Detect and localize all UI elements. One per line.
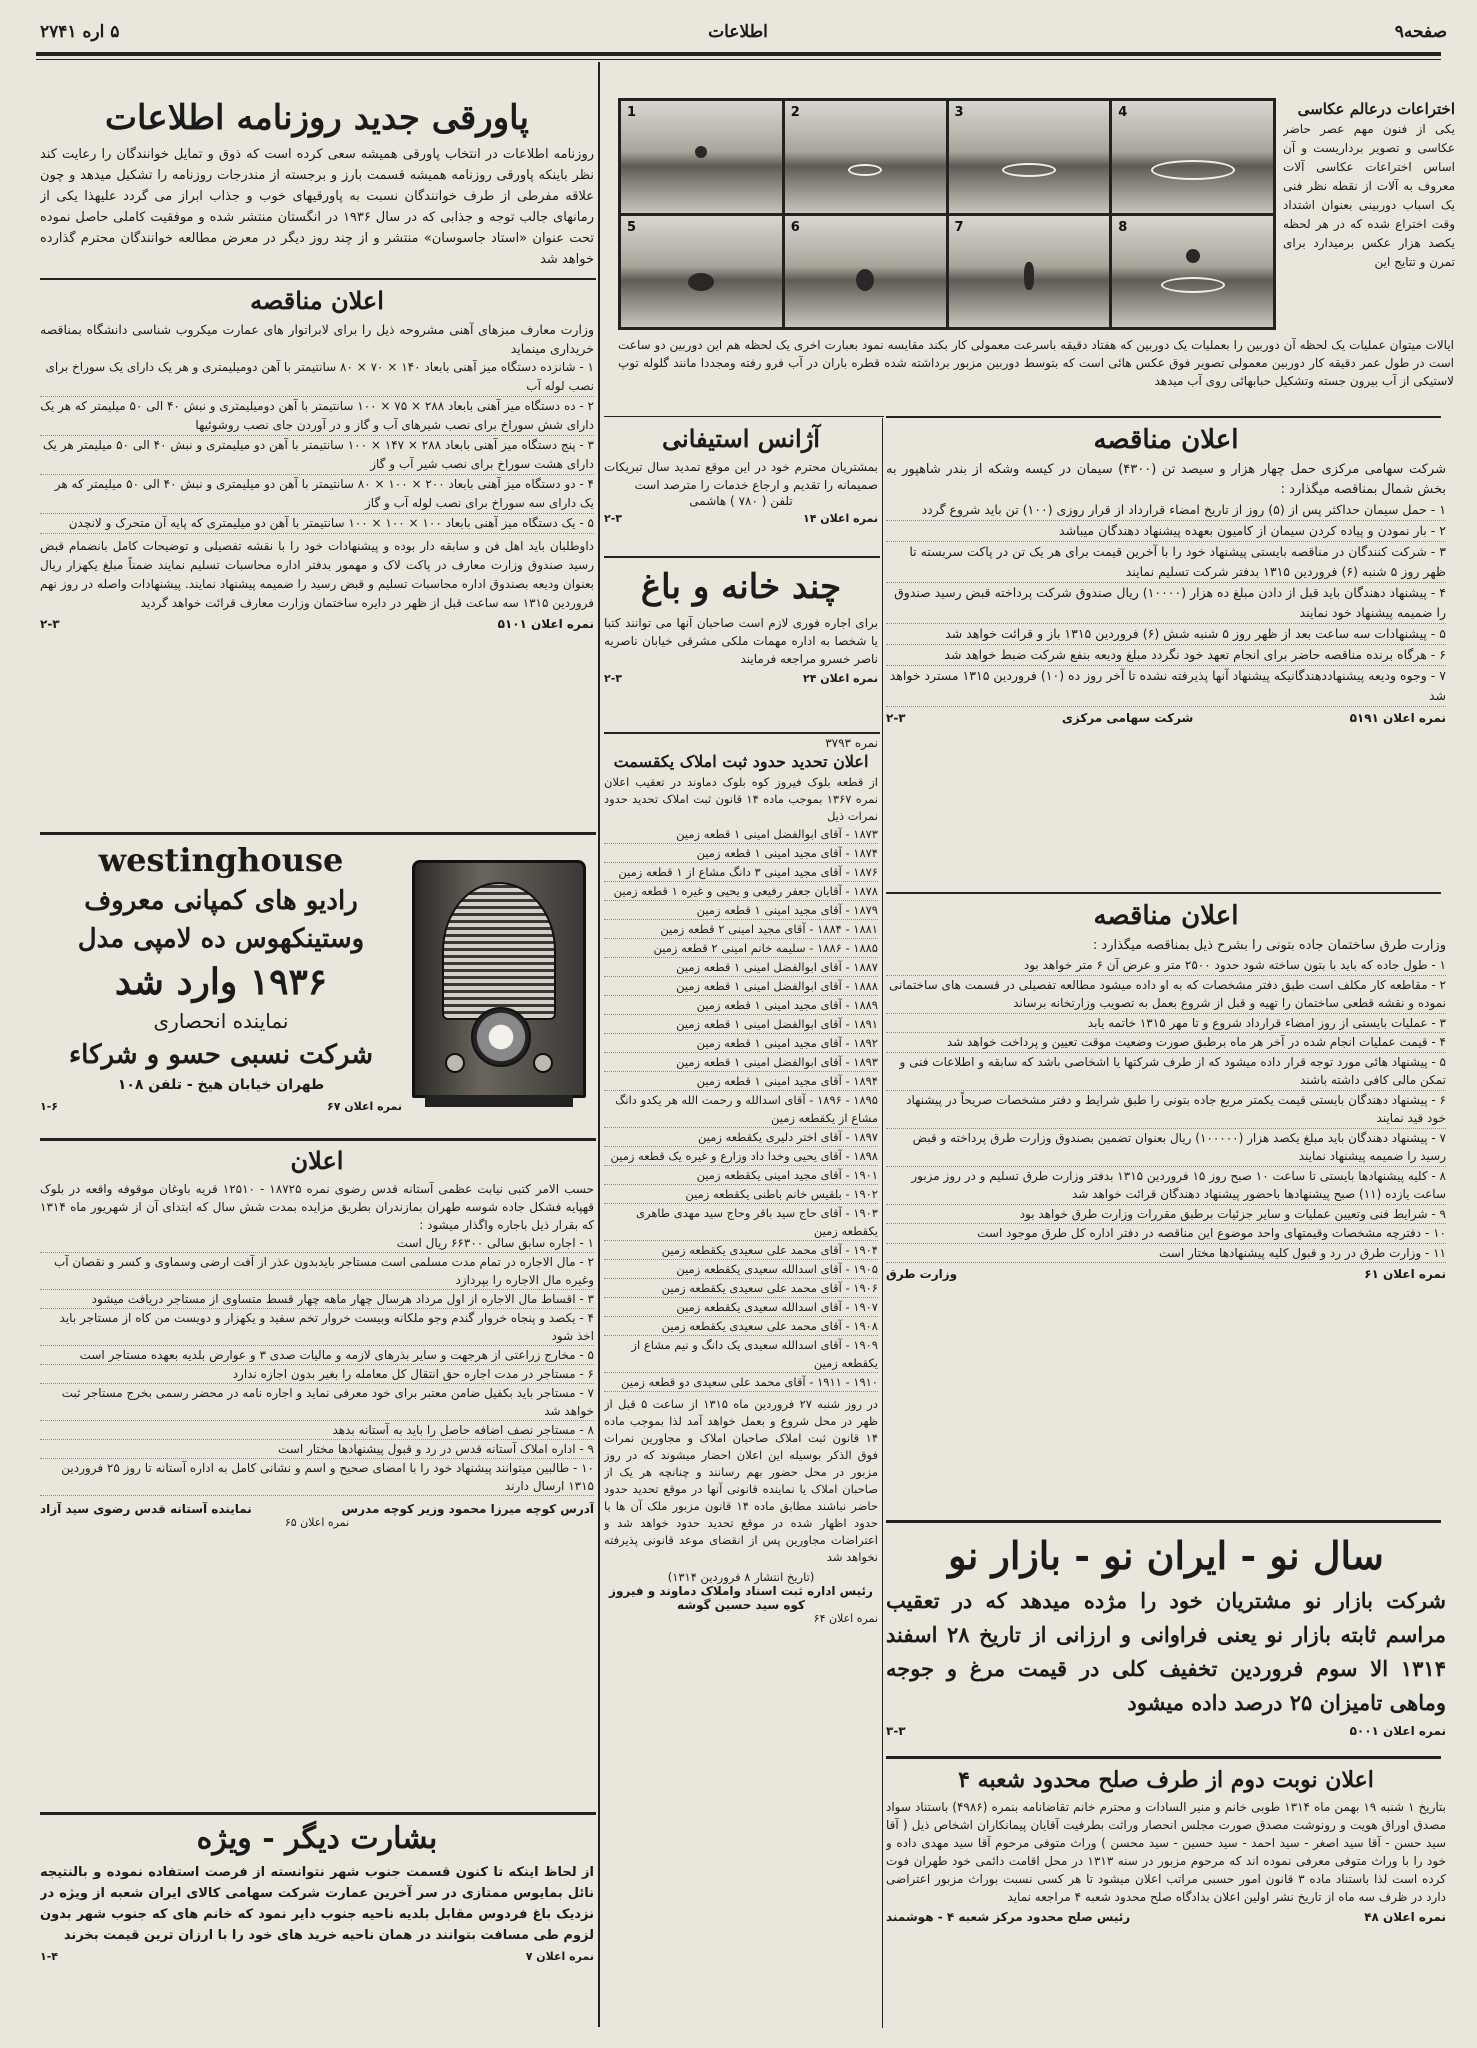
list-item: ۱۹۰۵ - آقای اسدالله سعیدی یکقطعه زمین	[604, 1260, 878, 1279]
list-item: ۲ - مال الاجاره در تمام مدت مسلمی است مستاجر بایدبدون عذر از آفت ارضی وسماوی و کسر و نقصان آب وغیره مال الاجاره را بپردازد	[40, 1253, 594, 1290]
bazar-no-body: شرکت بازار نو مشتریان خود را مژده میدهد که در تعقیب مراسم ثابته بازار نو یعنی فراوانی و ارزانی از تاریخ ۲۸ اسفند ۱۳۱۴ الا سوم فروردین تخفیف کلی در قیمت مرغ و جوجه وماهی تامیزان ۲۵ درصد داده میشود	[886, 1588, 1446, 1715]
list-item: ۱۸۹۸ - آقای یحیی وخدا داد وزارع و غیره یک قطعه زمین	[604, 1147, 878, 1166]
serial-story-title: پاورقی جدید روزنامه اطلاعات	[105, 98, 529, 138]
photo-frame-7: 7	[949, 216, 1110, 328]
list-item: ۱۹۰۱ - آقای مجید امینی یکقطعه زمین	[604, 1166, 878, 1185]
court-notice-title: اعلان نوبت دوم از طرف صلح محدود شعبه ۴	[958, 1767, 1374, 1793]
list-item: ۱۹۰۴ - آقای محمد علی سعیدی یکقطعه زمین	[604, 1241, 878, 1260]
list-item: ۷ - مستاجر باید بکفیل ضامن معتبر برای خود معرفی نماید و اجاره نامه در محضر رسمی بخرج مستاجر ثبت خواهد شد	[40, 1384, 594, 1421]
houses-gardens-title: چند خانه و باغ	[640, 567, 842, 607]
list-item: ۱۹۱۰ - ۱۹۱۱ - آقای محمد علی سعیدی دو قطعه زمین	[604, 1373, 878, 1392]
besharat-footer: نمره اعلان ۷ ۱-۴	[40, 1950, 594, 1963]
land-registry-date: (تاریخ انتشار ۸ فروردین ۱۳۱۴)	[667, 1570, 815, 1584]
tender-notice-tables	[40, 282, 594, 830]
page-number: صفحه۹	[1394, 22, 1447, 42]
photo-article-sidebar	[1283, 98, 1455, 334]
photo-frame-3: 3	[949, 101, 1110, 213]
bazar-no-ad	[886, 1528, 1446, 1756]
list-item: ۱۸۸۷ - آقای ابوالفضل امینی ۱ قطعه زمین	[604, 958, 878, 977]
photo-caption: ایالات میتوان عملیات یک لحظه آن دوربین را بعملیات یک دوربین که هفتاد دقیقه باسرعت معمولی کار بکند مقایسه نمود بعبارت اخری یک لحظه هم این دوربین دو ساعت است در طول عمر دقیقه کار دوربین معمولی تصویر فوق عکس هائی است که بتوسط دوربین مزبور برداشته شده قطره باران در آب فرو رفته ومجددا مانند گلوله توپ لاستیکی از آب بیرون جسته وتشکیل حبابهائی روی آب میدهد	[618, 338, 1454, 388]
list-item: ۷ - وجوه ودیعه پیشنهاددهندگانیکه پیشنهاد آنها پذیرفته نشده تا آخر روز ده (۱۰) فروردین ۱۳۱۵ مسترد خواهد شد	[886, 666, 1446, 707]
list-item: ۱۸۸۱ - ۱۸۸۴ - آقای مجید امینی ۲ قطعه زمین	[604, 920, 878, 939]
ad-line-1: رادیو های کمپانی معروف	[84, 886, 358, 916]
lease-notice	[40, 1142, 594, 1810]
land-registry-footer: نمره اعلان ۶۴	[813, 1612, 878, 1625]
photo-frame-5: 5	[621, 216, 782, 328]
besharat-ad	[40, 1816, 594, 2026]
list-item: ۱۸۷۹ - آقای مجید امینی ۱ قطعه زمین	[604, 901, 878, 920]
land-registry-body: در روز شنبه ۲۷ فروردین ماه ۱۳۱۵ از ساعت ۵ قبل از ظهر در محل شروع و بعمل خواهد آمد لذا بموجب ماده ۱۴ قانون ثبت املاک صاحبان املاک و مجاورین نمرات فوق الذکر بوسیله این اعلان احضار میشوند که در روز مزبور در محل حضور بهم رسانند و چنانچه هر یک از صاحبان املاک یا نماینده قانونی آنها در موقع تحدید حدود حاضر نباشند مطابق ماده ۱۴ قانون مزبور ملک آن ها با حدود اظهار شده در موقع تحدید حدود خواهد شد و اعتراضات مجاورین پس از انقضای موعد قانونی پذیرفته نخواهد شد	[604, 1397, 878, 1564]
bazar-no-footer: نمره اعلان ۵۰۰۱ ۳-۳	[886, 1724, 1446, 1738]
houses-gardens-body: برای اجاره فوری لازم است صاحبان آنها می توانند کتبا یا شخصا به اداره مهمات ملکی مشرقی خیابان ناصریه ناصر خسرو مراجعه فرمایند	[604, 616, 878, 666]
list-item: ۹ - اداره املاک آستانه قدس در رد و قبول پیشنهادها مختار است	[40, 1440, 594, 1459]
radio-cabinet-illustration	[412, 860, 586, 1098]
land-registry-sign: رئیس اداره ثبت اسناد واملاک دماوند و فیروز کوه سید حسین گوشه	[609, 1584, 873, 1612]
list-item: ۲ - ده دستگاه میز آهنی بابعاد ۲۸۸ × ۷۵ × ۱۰۰ سانتیمتر با آهن دومیلیمتری و نبش ۴۰ الی ۵۰ میلیمتر که هر یک دارای شش سوراخ برای نصب شیرهای آب و گاز و در آوردن جای نصب روشوئیها	[40, 397, 594, 436]
list-item: ۶ - پیشنهاد دهندگان بایستی قیمت یکمتر مربع جاده بتونی را طبق شرایط و دفتر مشخصات صریحاً در پیشنهاد خود قید نمایند	[886, 1091, 1446, 1129]
raindrop-photo-sequence	[618, 98, 1276, 330]
lease-notice-title: اعلان	[290, 1146, 344, 1175]
agent-address: طهران خیابان هیخ - تلفن ۱۰۸	[117, 1077, 325, 1093]
list-item: ۱۹۰۳ - آقای حاج سید باقر وحاج سید مهدی طاهری یکقطعه زمین	[604, 1204, 878, 1241]
exclusive-agent: نماینده انحصاری	[153, 1009, 289, 1033]
list-item: ۳ - پنج دستگاه میز آهنی بابعاد ۲۸۸ × ۱۴۷ × ۱۰۰ سانتیمتر با آهن دو میلیمتری و نبش ۴۰ الی ۵۰ میلیمتر هر یک دارای هشت سوراخ برای نصب شیر آب و گاز	[40, 436, 594, 475]
list-item: ۸ - مستاجر نصف اضافه حاصل را باید به آستانه بدهد	[40, 1421, 594, 1440]
tender-road-title: اعلان مناقصه	[1093, 901, 1239, 931]
agence-body: بمشتریان محترم خود در این موقع تمدید سال تبریکات صمیمانه را تقدیم و ارجاع خدمات را مترصد است	[604, 460, 878, 492]
list-item: ۹ - شرایط فنی وتعیین عملیات و سایر جزئیات برطبق مقررات وزارت طرق خواهد بود	[886, 1205, 1446, 1225]
houses-gardens-footer: نمره اعلان ۲۴ ۲-۳	[604, 672, 878, 685]
tender-tables-title: اعلان مناقصه	[250, 286, 384, 315]
agence-phone: تلفن ( ۷۸۰ ) هاشمی	[689, 494, 793, 508]
paper-name: اطلاعات	[708, 22, 768, 42]
list-item: ۱۸۷۶ - آقای مجید امینی ۳ دانگ مشاع از ۱ قطعه زمین	[604, 863, 878, 882]
tender-cement-items	[886, 500, 1446, 707]
model-year: ۱۹۳۶ وارد شد	[114, 961, 328, 1003]
photo-frame-2: 2	[785, 101, 946, 213]
besharat-body: از لحاظ اینکه تا کنون قسمت جنوب شهر نتوانسته از فرصت استفاده نموده و بالنتیجه نائل بمایوس ممتازی در سر آخرین عمارت شرکت سهامی کالای ایران شعبه از ویژه در نزدیک باغ فردوس مقابل بلدیه ناحیه جنوب دایر نمود که خانم های که جنوب شهر بدون لزوم طی مسافت بتوانند در همان ناحیه خرید های خود را با ارزان ترین قیمت بخرند	[40, 1865, 594, 1943]
land-registry-notice	[604, 736, 878, 2026]
list-item: ۷ - پیشنهاد دهندگان باید مبلغ یکصد هزار (۱۰۰۰۰۰) ریال بعنوان تضمین بصندوق وزارت طرق پرداخته و قبض رسید را ضمیمه پیشنهاد نمایند	[886, 1129, 1446, 1167]
list-item: ۱۸۷۳ - آقای ابوالفضل امینی ۱ قطعه زمین	[604, 825, 878, 844]
tender-tables-intro: وزارت معارف مبزهای آهنی مشروحه ذیل را برای لابراتوار های عمارت میکروب شناسی دانشگاه بمناقصه خریداری مینماید	[40, 322, 594, 356]
list-item: ۱۹۰۷ - آقای اسدالله سعیدی یکقطعه زمین	[604, 1298, 878, 1317]
houses-gardens-ad	[604, 560, 878, 728]
list-item: ۱ - حمل سیمان حداکثر پس از (۵) روز از تاریخ امضاء قرارداد از قرار روزی (۱۰۰) تن باید شروع گردد	[886, 500, 1446, 521]
court-notice-body: بتاریخ ۱ شنبه ۱۹ بهمن ماه ۱۳۱۴ طوبی خانم و منیر السادات و محترم خانم تقاضانامه بنمره (۴۹۸۶) باستناد سواد مصدق اوراق هویت و رونوشت مصدق صورت مجلس انحصار وراثت بطرفیت آقایان پیمانکاران اشخاص ذیل ( آقا سید حسن - آقا سید اصغر - سید احمد - سید حسین - سید محسن ) وراث متوفی مرحوم آقا سید مهدی داده و خود را با وراث متوفی معرفی نموده اند که مرحوم مزبور در سنه ۱۳۱۳ در محل اقامت دائمی خود طهران فوت کرده است لذا باستناد ماده ۳ قانون امور حسبی مراتب اعلان میشود تا هر کسی نسبت بوراث مزبور اعتراضی دارد در ظرف سه ماه از تاریخ نشر اولین اعلان بدادگاه صلح محدود شعبه ۴ مراجعه نماید	[886, 1800, 1446, 1904]
list-item: ۶ - مستاجر در مدت اجاره حق انتقال کل معامله را بغیر بدون اجازه ندارد	[40, 1365, 594, 1384]
list-item: ۱۱ - وزارت طرق در رد و قبول کلیه پیشنهادها مختار است	[886, 1244, 1446, 1264]
court-notice	[886, 1762, 1446, 2024]
photo-frame-6: 6	[785, 216, 946, 328]
list-item: ۵ - پیشنهادات سه ساعت بعد از ظهر روز ۵ شنبه شش (۶) فروردین ۱۳۱۵ باز و قرائت خواهد شد	[886, 624, 1446, 645]
tender-tables-body: داوطلبان باید اهل فن و سابقه دار بوده و پیشنهادات خود را با نقشه تفصیلی و توضیحات کامل بانضمام قبض رسید صندوق وزارت معارف در پاکت لاک و مهمور بدفتر اداره محاسبات تسلیم نمایند ضمناً مبلغ یکهزار ریال بعنوان ودیعه بصندوق اداره محاسبات تسلیم و قبض رسید را ضمیمه پیشنهاد نمایند. پیشنهادات واصله در روز نهم فروردین ۱۳۱۵ سه ساعت قبل از ظهر در دایره ساختمان وزارت معارف قرائت خواهد گردید	[40, 539, 594, 610]
westinghouse-footer: نمره اعلان ۶۷ ۱-۶	[40, 1100, 402, 1113]
land-registry-title: اعلان تحدید حدود ثبت املاک یکقسمت	[613, 752, 869, 771]
list-item: ۱۰ - طالبین میتوانند پیشنهاد خود را با امضای صحیح و اسم و نشانی کامل به اداره آستانه تا روز ۲۵ فروردین ۱۳۱۵ ارسال دارند	[40, 1459, 594, 1496]
list-item: ۱۸۹۵ - ۱۸۹۶ - آقای اسدالله و رحمت الله هر یکدو دانگ مشاع از یکقطعه زمین	[604, 1091, 878, 1128]
list-item: ۳ - عملیات بایستی از روز امضاء قرارداد شروع و تا مهر ۱۳۱۵ خاتمه یابد	[886, 1014, 1446, 1034]
lease-notice-footer: نمره اعلان ۶۵	[284, 1516, 350, 1529]
list-item: ۱ - اجاره سابق سالی ۶۶۳۰۰ ریال است	[40, 1234, 594, 1253]
list-item: ۱۸۷۴ - آقای مجید امینی ۱ قطعه زمین	[604, 844, 878, 863]
list-item: ۵ - پیشنهاد هائی مورد توجه قرار داده میشود که از طرف شرکتها یا اشخاصی باشد که سابقه و اطلاعات فنی و تمکن مالی کافی داشته باشند	[886, 1053, 1446, 1091]
list-item: ۱۸۹۴ - آقای مجید امینی ۱ قطعه زمین	[604, 1072, 878, 1091]
list-item: ۱ - طول جاده که باید با بتون ساخته شود حدود ۲۵۰۰ متر و عرض آن ۶ متر خواهد بود	[886, 956, 1446, 976]
serial-story-announcement	[40, 92, 594, 278]
tender-notice-cement	[886, 420, 1446, 888]
land-registry-number: نمره ۳۷۹۳	[825, 736, 878, 750]
list-item: ۵ - مخارج زراعتی از هرجهت و سایر بذرهای لازمه و مالیات صدی ۳ و عوارض بلدیه بعهده مستاجر است	[40, 1346, 594, 1365]
list-item: ۱۸۸۵ - ۱۸۸۶ - سلیمه خانم امینی ۲ قطعه زمین	[604, 939, 878, 958]
list-item: ۱۹۰۲ - بلقیس خانم باطنی یکقطعه زمین	[604, 1185, 878, 1204]
list-item: ۴ - یکصد و پنجاه خروار گندم وجو ملکانه وبیست خروار تخم سفید و یکهزار و دویست من کاه از مستاجر باید اخذ شود	[40, 1309, 594, 1346]
land-registry-intro: از قطعه بلوک فیروز کوه بلوک دماوند در تعقیب اعلان نمره ۱۳۶۷ بموجب ماده ۱۴ قانون ثبت املاک تحدید حدود نمرات ذیل	[604, 775, 878, 823]
tender-cement-title: اعلان مناقصه	[1093, 425, 1239, 455]
list-item: ۱۸۷۸ - آقایان جعفر رفیعی و یحیی و غیره ۱ قطعه زمین	[604, 882, 878, 901]
list-item: ۶ - هرگاه برنده مناقصه حاضر برای انجام تعهد خود نگردد مبلغ ودیعه بنفع شرکت ضبط خواهد شد	[886, 645, 1446, 666]
list-item: ۴ - دو دستگاه میز آهنی بابعاد ۲۰۰ × ۱۰۰ × ۸۰ سانتیمتر با آهن دو میلیمتری و نبش ۴۰ الی ۵۰ میلیمتر که هر یک دارای سه سوراخ برای نصب لوله آب و گاز	[40, 475, 594, 514]
lease-notice-items	[40, 1234, 594, 1496]
agence-title: آژانس استیفانی	[662, 424, 820, 453]
tender-road-footer: نمره اعلان ۶۱ وزارت طرق	[886, 1267, 1446, 1281]
tender-cement-footer: نمره اعلان ۵۱۹۱ شرکت سهامی مرکزی ۲-۳	[886, 711, 1446, 725]
list-item: ۳ - شرکت کنندگان در مناقصه بایستی پیشنهاد خود را با آخرین قیمت برای هر یک تن در پاکت سربسته تا ظهر روز ۵ شنبه (۶) فروردین ۱۳۱۵ بدفتر شرکت تسلیم نمایند	[886, 542, 1446, 583]
land-registry-items	[604, 825, 878, 1392]
photo-frame-8: 8	[1112, 216, 1273, 328]
westinghouse-radio-ad	[40, 838, 594, 1134]
tender-road-intro: وزارت طرق ساختمان جاده بتونی را بشرح ذیل بمناقصه میگذارد :	[1092, 938, 1446, 953]
list-item: ۱ - شانزده دستگاه میز آهنی بابعاد ۱۴۰ × ۷۰ × ۸۰ سانتیمتر با آهن دومیلیمتری و هر یک دارای یک سوراخ برای نصب لوله آب	[40, 358, 594, 397]
tender-cement-intro: شرکت سهامی مرکزی حمل چهار هزار و سیصد تن (۴۳۰۰) سیمان در کیسه وشکه از بندر شاهپور به بخش شمال بمناقصه میگذارد :	[886, 462, 1446, 497]
lease-notice-signoff: آدرس کوچه میرزا محمود وزیر کوچه مدرس نماینده آستانه قدس رضوی سید آزاد	[40, 1502, 594, 1516]
list-item: ۱۸۹۳ - آقای ابوالفضل امینی ۱ قطعه زمین	[604, 1053, 878, 1072]
photo-frame-1: 1	[621, 101, 782, 213]
besharat-title: بشارت دیگر - ویژه	[196, 1821, 438, 1856]
list-item: ۲ - بار نمودن و پیاده کردن سیمان از کامیون بعهده پیشنهاد دهندگان میباشد	[886, 521, 1446, 542]
list-item: ۱۰ - دفترچه مشخصات وقیمتهای واحد موضوع این مناقصه در دفتر اداره کل طرق موجود است	[886, 1224, 1446, 1244]
list-item: ۱۸۸۹ - آقای مجید امینی ۱ قطعه زمین	[604, 996, 878, 1015]
agent-company: شرکت نسبی حسو و شرکاء	[68, 1040, 374, 1070]
agence-footer: نمره اعلان ۱۴ ۲-۳	[604, 512, 878, 525]
lease-notice-intro: حسب الامر کتبی نیابت عظمی آستانه قدس رضوی نمره ۱۸۷۲۵ - ۱۲۵۱۰ قریه باوغان موقوفه واقعه در بلوک قهپایه فشکل جاده شوسه طهران بمازندران بطریق مزایده بمدت شش سال که ابتدای آن از شهریور ماه ۱۳۱۴ که بقرار ذیل باجاره واگذار میشود :	[40, 1182, 594, 1232]
photo-article-title: اختراعات درعالم عکاسی	[1297, 100, 1455, 118]
list-item: ۱۸۹۷ - آقای اختر دلیری یکقطعه زمین	[604, 1128, 878, 1147]
tender-road-items	[886, 956, 1446, 1263]
photo-frame-4: 4	[1112, 101, 1273, 213]
tender-tables-footer: نمره اعلان ۵۱۰۱ ۲-۳	[40, 617, 594, 631]
list-item: ۱۸۹۲ - آقای مجید امینی ۱ قطعه زمین	[604, 1034, 878, 1053]
list-item: ۲ - مقاطعه کار مکلف است طبق دفتر مشخصات که به او داده میشود مطالعه تفصیلی در قسمت های ساختمانی نموده و نقشه قطعی ساختمان را تهیه و قبل از شروع بعمل به تصویب وزارتخانه برساند	[886, 976, 1446, 1014]
tender-notice-road	[886, 896, 1446, 1518]
photo-article-side-text: یکی از فنون مهم عصر حاضر عکاسی و تصویر برداریست و آن اساس اختراعات عکاسی آلات معروف به آلات از نقطه نظر فنی یک اسباب دوربینی بعنوان اشتداد وقت اختراع شده که در هر لحظه یکصد هزار عکس برمیدارد برای تمرن و تتایج این	[1283, 122, 1455, 269]
tender-tables-items	[40, 358, 594, 534]
westinghouse-ad-text	[40, 838, 402, 1134]
brand-name: westinghouse	[98, 841, 344, 879]
agence-notice	[604, 420, 878, 552]
serial-story-body: روزنامه اطلاعات در انتخاب پاورقی همیشه سعی کرده است که ذوق و تمایل خوانندگان را رعایت کند نظر باینکه پاورقی روزنامه همیشه قسمت بارز و برجسته از مندرجات روزنامه را تشکیل میدهد و چون علاقه مفرطی از طرف خوانندگان نسبت به پاورقیهای خوب و جذاب ابراز می گردد علیهذا یکی از رمانهای جالب توجه و جذابی که در سال ۱۹۳۶ در انگستان منتشر شده و موفقیت کاملی حاصل نموده تحت عنوان «استاد جاسوسان» منتشر و از چند روز دیگر در معرض مطالعه خوانندگان محترم گذارده خواهد شد	[40, 147, 594, 267]
issue-number: ۵ اره ۲۷۴۱	[40, 22, 120, 42]
list-item: ۱۹۰۹ - آقای اسدالله سعیدی یک دانگ و نیم مشاع از یکقطعه زمین	[604, 1336, 878, 1373]
list-item: ۱۸۹۱ - آقای ابوالفضل امینی ۱ قطعه زمین	[604, 1015, 878, 1034]
list-item: ۴ - قیمت عملیات انجام شده در آخر هر ماه برطبق صورت وضعیت موقت تعیین و پرداخت خواهد شد	[886, 1033, 1446, 1053]
list-item: ۴ - پیشنهاد دهندگان باید قبل از دادن مبلغ ده هزار (۱۰۰۰۰) ریال صندوق شرکت پرداخته قبض رسید صندوق را ضمیمه پیشنهاد خود نمایند	[886, 583, 1446, 624]
ad-line-2: وستینکهوس ده لامپی مدل	[77, 924, 365, 954]
list-item: ۱۸۸۸ - آقای ابوالفضل امینی ۱ قطعه زمین	[604, 977, 878, 996]
bazar-no-title: سال نو - ایران نو - بازار نو	[948, 1533, 1384, 1578]
list-item: ۱۹۰۶ - آقای محمد علی سعیدی یکقطعه زمین	[604, 1279, 878, 1298]
list-item: ۵ - یک دستگاه میز آهنی بابعاد ۱۰۰ × ۱۰۰ × ۱۰۰ سانتیمتر با آهن دو میلیمتری که پایه آن متحرک و لانچدن	[40, 514, 594, 534]
list-item: ۸ - کلیه پیشنهادها بایستی تا ساعت ۱۰ صبح روز ۱۵ فروردین ۱۳۱۵ بدفتر وزارت طرق تسلیم و در روز مزبور ساعت یازده (۱۱) صبح پیشنهادها باحضور پیشنهاد دهندگان قرائت خواهد شد	[886, 1167, 1446, 1205]
list-item: ۱۹۰۸ - آقای محمد علی سعیدی یکقطعه زمین	[604, 1317, 878, 1336]
list-item: ۳ - اقساط مال الاجاره از اول مرداد هرسال چهار ماهه چهار قسط متساوی از مستاجر دریافت میشود	[40, 1290, 594, 1309]
court-notice-footer: نمره اعلان ۴۸ رئیس صلح محدود مرکز شعبه ۴ - هوشمند	[886, 1910, 1446, 1924]
